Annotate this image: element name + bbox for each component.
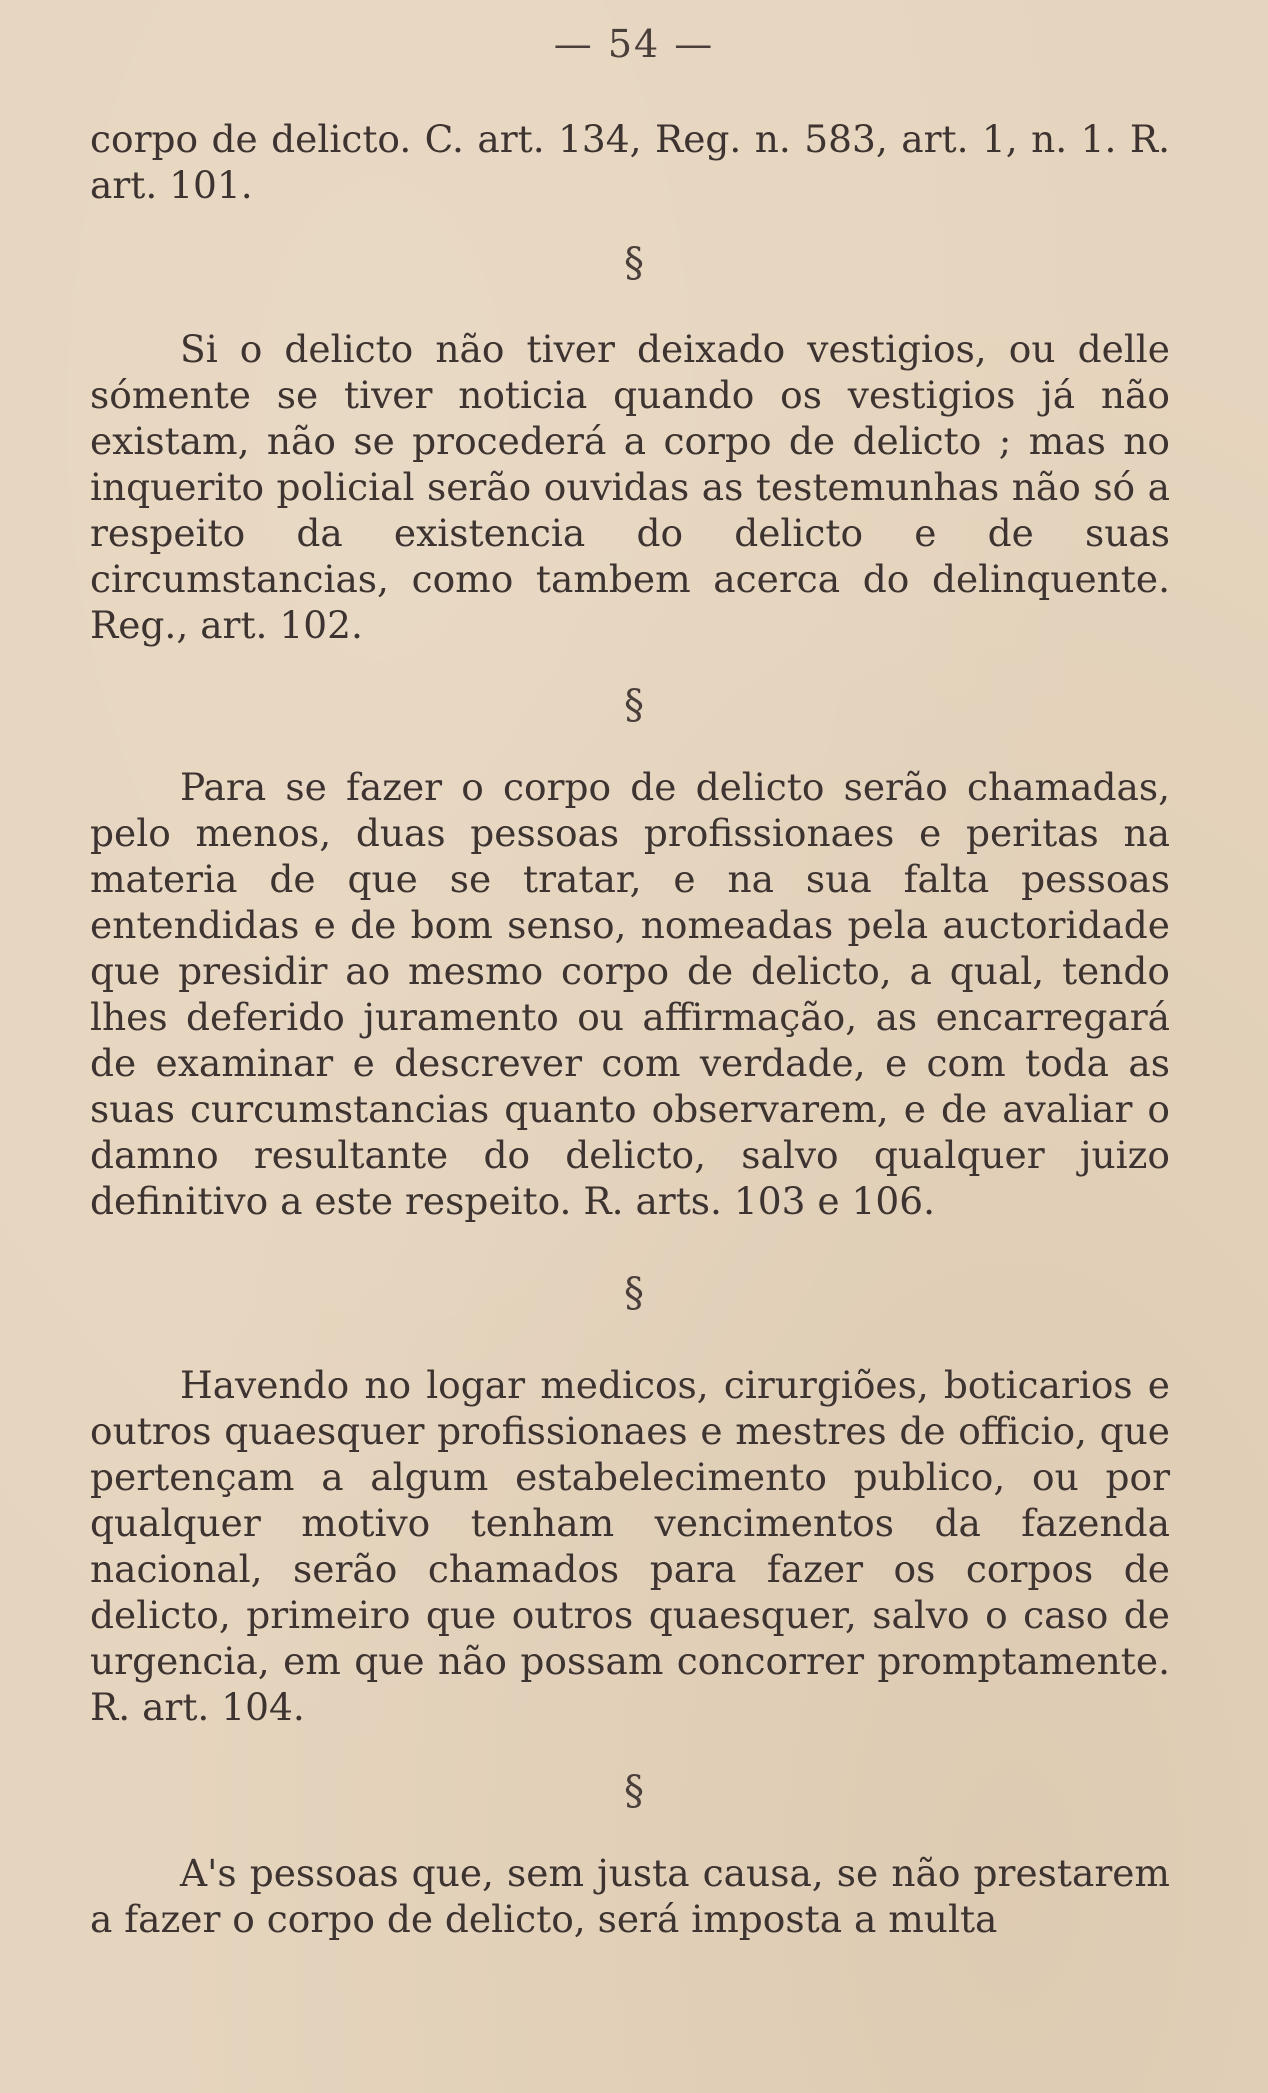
section-mark: § — [624, 240, 644, 286]
section-mark: § — [624, 682, 644, 728]
paragraph-continuation — [90, 116, 1170, 208]
paragraph-vestigios — [90, 326, 1170, 648]
paragraph-peritos — [90, 764, 1170, 1224]
paragraph-multa — [90, 1850, 1170, 1942]
paragraph-text: A's pessoas que, sem justa causa, se não prestarem a fazer o corpo de delicto, será imposta a multa — [90, 1851, 1170, 1941]
section-mark: § — [624, 1270, 644, 1316]
paragraph-text: Para se fazer o corpo de delicto serão chamadas, pelo menos, duas pessoas profissionaes e peritas na materia de que se tratar, e na sua falta pessoas entendidas e de bom senso, nomeadas pela auctoridade que presidir ao mesmo corpo de delicto, a qual, tendo lhes deferido juramento ou affirmação, as encarregará de examinar e descrever com verdade, e com toda as suas curcumstancias quanto observarem, e de avaliar o damno resultante do delicto, salvo qualquer juizo definitivo a este respeito. R. arts. 103 e 106. — [90, 765, 1170, 1223]
paragraph-text: Si o delicto não tiver deixado vestigios, ou delle sómente se tiver noticia quando os vestigios já não existam, não se procederá a corpo de delicto ; mas no inquerito policial serão ouvidas as testemunhas não só a respeito da existencia do delicto e de suas circumstancias, como tambem acerca do delinquente. Reg., art. 102. — [90, 327, 1170, 647]
section-mark: § — [624, 1768, 644, 1814]
paragraph-text: Havendo no logar medicos, cirurgiões, boticarios e outros quaesquer profissionaes e mestres de officio, que pertençam a algum estabelecimento publico, ou por qualquer motivo tenham vencimentos da fazenda nacional, serão chamados para fazer os corpos de delicto, primeiro que outros quaesquer, salvo o caso de urgencia, em que não possam concorrer promptamente. R. art. 104. — [90, 1363, 1170, 1729]
page-number: — 54 — — [553, 22, 715, 66]
paragraph-text: corpo de delicto. C. art. 134, Reg. n. 583, art. 1, n. 1. R. art. 101. — [90, 117, 1170, 207]
paragraph-profissionaes — [90, 1362, 1170, 1730]
